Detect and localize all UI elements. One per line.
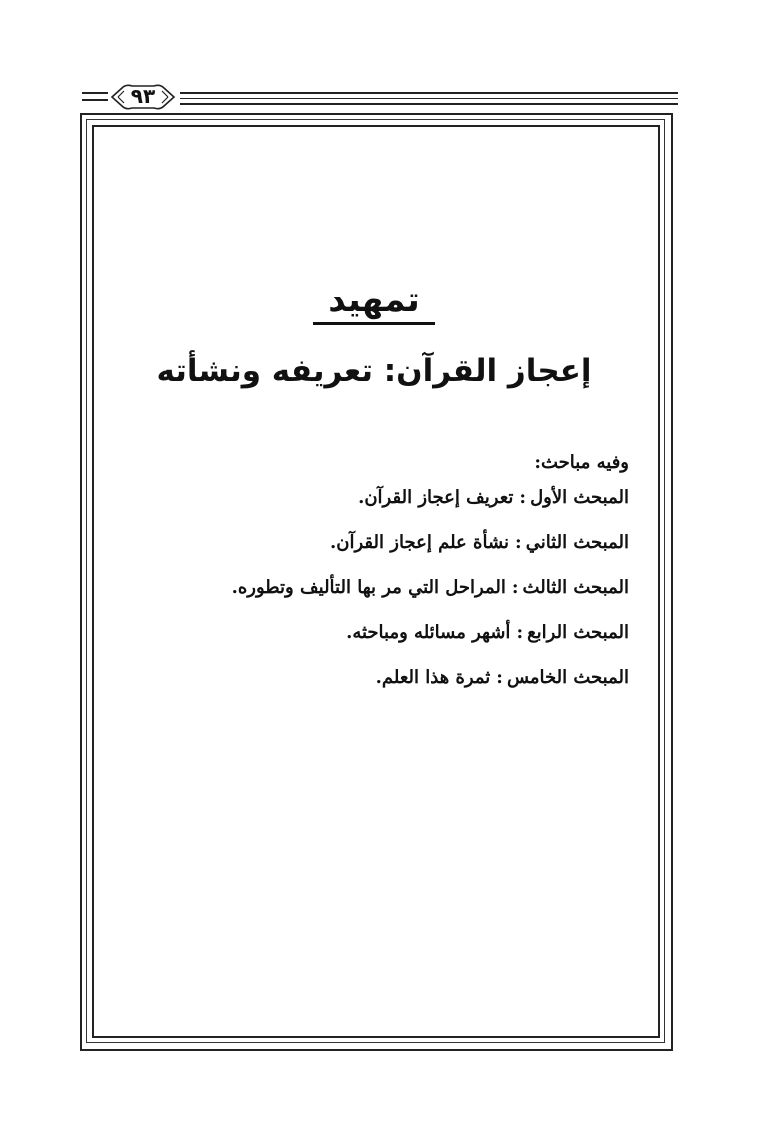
section-text: نشأة علم إعجاز القرآن.	[330, 532, 510, 553]
prelude-heading	[92, 280, 656, 325]
prelude-underline	[313, 322, 435, 325]
section-label: المبحث الخامس	[506, 667, 629, 688]
header-rule-right-mid	[180, 98, 678, 99]
header-rule-left-top	[82, 92, 108, 94]
section-text: أشهر مسائله ومباحثه.	[346, 622, 511, 643]
header-rule-right-bottom	[180, 103, 678, 105]
prelude-heading-text: تمهيد	[328, 280, 420, 320]
header-rule-right-top	[180, 92, 678, 94]
section-item	[232, 667, 629, 689]
section-item	[232, 487, 629, 509]
section-text: المراحل التي مر بها التأليف وتطوره.	[231, 577, 506, 598]
page-number: ٩٣	[130, 84, 156, 108]
section-separator: :	[496, 667, 503, 688]
section-label: المبحث الثالث	[522, 577, 629, 598]
page-number-ornament	[108, 80, 178, 114]
sections-intro: وفيه مباحث:	[534, 452, 629, 473]
section-item	[232, 532, 629, 554]
section-label: المبحث الثاني	[525, 532, 629, 553]
section-text: ثمرة هذا العلم.	[375, 667, 491, 688]
chapter-title: إعجاز القرآن: تعريفه ونشأته	[156, 353, 592, 389]
header-rule-left-bottom	[82, 99, 108, 101]
section-label: المبحث الأول	[530, 487, 629, 508]
section-item	[232, 622, 629, 644]
section-separator: :	[516, 622, 524, 643]
section-separator: :	[511, 577, 519, 598]
sections-list	[232, 487, 629, 712]
section-item	[232, 577, 629, 599]
page-content	[92, 125, 656, 1034]
section-separator: :	[519, 487, 527, 508]
section-label: المبحث الرابع	[527, 622, 629, 643]
section-text: تعريف إعجاز القرآن.	[358, 487, 514, 508]
section-separator: :	[515, 532, 522, 553]
